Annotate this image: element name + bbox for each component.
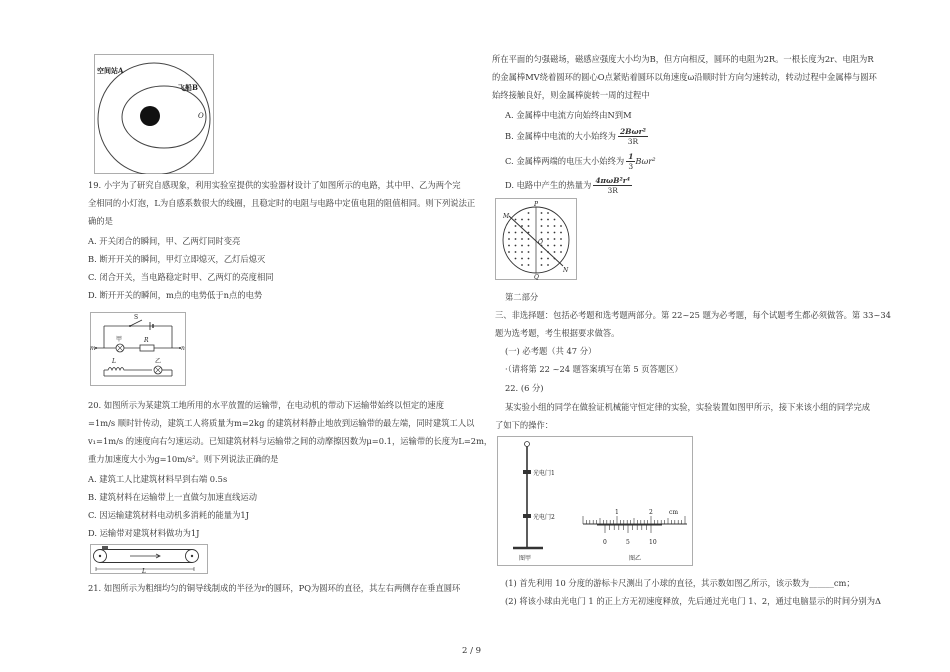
label-o: O bbox=[198, 112, 204, 120]
q21-option-a: A. 金属棒中电流方向始终由N到M bbox=[505, 110, 632, 120]
q21-option-d-denominator: 3R bbox=[607, 186, 618, 195]
field-dot bbox=[547, 232, 549, 234]
part2-required: (一) 必考题（共 47 分） bbox=[505, 346, 597, 356]
field-dot bbox=[528, 251, 530, 253]
q20-option-a: A. 建筑工人比建筑材料早到右端 0.5s bbox=[88, 474, 228, 484]
q21-option-b-text: B. 金属棒中电流的大小始终为 bbox=[505, 131, 616, 141]
q21-option-b-numerator: 2Bωr² bbox=[619, 127, 646, 136]
q21-option-d-numerator: 4πωB²r⁴ bbox=[595, 176, 631, 185]
field-dot bbox=[541, 225, 543, 227]
main-scale-unit: cm bbox=[669, 509, 679, 516]
q21-stem-2: 所在平面的匀强磁场，磁感应强度大小均为B，但方向相反，圆环的电阻为2R。一根长度为2r、电阻为R bbox=[492, 54, 874, 64]
field-dot bbox=[560, 225, 562, 227]
field-dot bbox=[528, 219, 530, 221]
field-dot bbox=[541, 232, 543, 234]
q21-option-d bbox=[505, 176, 632, 195]
belt-length-label: L bbox=[142, 568, 146, 574]
field-dot bbox=[515, 225, 517, 227]
part2-title: 第二部分 bbox=[505, 292, 539, 302]
field-dot bbox=[515, 232, 517, 234]
field-dot bbox=[560, 245, 562, 247]
q19-stem-3: 确的是 bbox=[88, 216, 113, 226]
field-dot bbox=[560, 238, 562, 240]
orbit-figure bbox=[94, 54, 214, 174]
field-dot bbox=[554, 219, 556, 221]
q21-option-c-text: C. 金属棒两端的电压大小始终为 bbox=[505, 156, 625, 166]
field-dot bbox=[508, 238, 510, 240]
ring-label-n: N bbox=[563, 267, 569, 274]
field-dot bbox=[508, 245, 510, 247]
coil-label: L bbox=[112, 358, 116, 365]
field-dot bbox=[560, 251, 562, 253]
field-dot bbox=[515, 238, 517, 240]
field-dot bbox=[554, 251, 556, 253]
field-dot bbox=[541, 264, 543, 266]
q19-stem-2: 全相同的小灯泡，L为自感系数很大的线圈，且稳定时的电阻与电路中定值电阻的阻值相同。则下列说法正 bbox=[88, 198, 476, 208]
field-dot bbox=[521, 251, 523, 253]
ring-label-m: M bbox=[503, 213, 510, 220]
field-dot bbox=[508, 251, 510, 253]
field-dot bbox=[528, 238, 530, 240]
q21-option-d-fraction bbox=[593, 176, 632, 195]
field-dot bbox=[521, 258, 523, 260]
q22-stem-2: 了如下的操作： bbox=[495, 420, 554, 430]
q19-option-a: A. 开关闭合的瞬间，甲、乙两灯同时变亮 bbox=[88, 236, 241, 246]
q22-sub-1: (1) 首先利用 10 分度的游标卡尺测出了小球的直径，其示数如图乙所示，该示数为______cm； bbox=[505, 578, 855, 588]
q21-option-c bbox=[505, 152, 656, 171]
label-b: 飞船B bbox=[178, 83, 198, 92]
q22-stem-1: 某实验小组的同学在做验证机械能守恒定律的实验，实验装置如图甲所示，接下来该小组的同学完成 bbox=[505, 402, 871, 412]
ring-label-o: O bbox=[538, 239, 543, 246]
ring-label-p: P bbox=[534, 201, 539, 208]
lamp-jia-label: 甲 bbox=[116, 336, 123, 343]
part2-desc-1: 三、非选择题：包括必考题和选考题两部分。第 22~25 题为必考题，每个试题考生都必须做答。第 33~34 bbox=[495, 310, 891, 320]
field-dot bbox=[541, 258, 543, 260]
field-dot bbox=[554, 225, 556, 227]
field-dot bbox=[541, 251, 543, 253]
field-dot bbox=[541, 219, 543, 221]
q21-option-b-fraction bbox=[618, 127, 648, 146]
q19-option-b: B. 断开开关的瞬间，甲灯立即熄灭，乙灯后熄灭 bbox=[88, 254, 266, 264]
resistor-label: R bbox=[144, 337, 149, 344]
field-dot bbox=[554, 232, 556, 234]
q22-title: 22. (6 分) bbox=[505, 383, 544, 393]
field-dot bbox=[508, 232, 510, 234]
q20-option-d: D. 运输带对建筑材料做功为1J bbox=[88, 528, 200, 538]
field-dot bbox=[541, 212, 543, 214]
field-dot bbox=[515, 245, 517, 247]
q21-option-b-denominator: 3R bbox=[627, 137, 639, 146]
ring-field-figure bbox=[495, 198, 577, 280]
field-dot bbox=[528, 245, 530, 247]
gate2-label: 光电门2 bbox=[533, 514, 555, 521]
field-dot bbox=[547, 245, 549, 247]
field-dot bbox=[547, 264, 549, 266]
q20-stem-4: 重力加速度大小为g=10m/s²。则下列说法正确的是 bbox=[88, 454, 279, 464]
field-dot bbox=[528, 258, 530, 260]
q21-option-d-text: D. 电路中产生的热量为 bbox=[505, 180, 592, 190]
lamp-yi-label: 乙 bbox=[155, 358, 162, 365]
node-n-label: n bbox=[181, 345, 185, 352]
field-dot bbox=[528, 225, 530, 227]
field-dot bbox=[560, 232, 562, 234]
q20-stem-1: 20. 如图所示为某建筑工地所用的水平放置的运输带，在电动机的带动下运输带始终以恒定的速度 bbox=[88, 400, 445, 410]
earth bbox=[140, 106, 160, 126]
fig-yi-caption: 图乙 bbox=[629, 555, 642, 562]
field-dot bbox=[521, 264, 523, 266]
field-dot bbox=[521, 219, 523, 221]
q22-sub-2: (2) 将该小球由光电门 1 的正上方无初速度释放，先后通过光电门 1、2，通过电脑显示的时间分别为Δ bbox=[505, 596, 882, 606]
field-dot bbox=[515, 251, 517, 253]
field-dot bbox=[528, 212, 530, 214]
q21-stem-1: 21. 如图所示为粗细均匀的铜导线制成的半径为r的圆环，PQ为圆环的直径，其左右两侧存在垂直圆环 bbox=[88, 583, 461, 593]
q19-option-d: D. 断开开关的瞬间，m点的电势低于n点的电势 bbox=[88, 290, 263, 300]
node-m-label: m bbox=[90, 345, 96, 352]
page-number: 2 / 9 bbox=[462, 646, 482, 656]
field-dot bbox=[521, 238, 523, 240]
part2-note: ·（请将第 22 ~24 题答案填写在第 5 页答题区） bbox=[505, 364, 683, 374]
field-dot bbox=[547, 219, 549, 221]
fig-jia-caption: 图甲 bbox=[519, 555, 532, 562]
label-a: 空间站A bbox=[97, 66, 124, 75]
vernier-10: 10 bbox=[649, 539, 657, 546]
vernier-0: 0 bbox=[603, 539, 607, 546]
main-scale-2: 2 bbox=[649, 509, 653, 516]
field-dot bbox=[521, 225, 523, 227]
field-dot bbox=[547, 238, 549, 240]
q21-option-c-numerator: 1 bbox=[628, 152, 634, 161]
q21-stem-4: 始终接触良好，则金属棒旋转一周的过程中 bbox=[492, 90, 650, 100]
ring-label-q: Q bbox=[534, 274, 539, 280]
field-dot bbox=[521, 245, 523, 247]
q21-option-c-suffix: Bωr² bbox=[635, 156, 656, 166]
q19-stem-1: 19. 小宇为了研究自感现象，利用实验室提供的实验器材设计了如图所示的电路，其中甲、乙为两个完 bbox=[88, 180, 461, 190]
gate1-label: 光电门1 bbox=[533, 470, 555, 477]
field-dot bbox=[515, 258, 517, 260]
field-dot bbox=[547, 258, 549, 260]
part2-desc-2: 题为选考题，考生根据要求做答。 bbox=[495, 328, 620, 338]
switch-label: S bbox=[134, 314, 139, 321]
belt-figure bbox=[90, 544, 208, 574]
field-dot bbox=[547, 225, 549, 227]
q20-option-b: B. 建筑材料在运输带上一直做匀加速直线运动 bbox=[88, 492, 258, 502]
field-dot bbox=[515, 219, 517, 221]
q19-option-c: C. 闭合开关，当电路稳定时甲、乙两灯的亮度相同 bbox=[88, 272, 274, 282]
q20-stem-2: =1m/s 顺时针传动，建筑工人将质量为m=2kg 的建筑材料静止地放到运输带的最左端，同时建筑工人以 bbox=[88, 418, 475, 428]
q20-option-c: C. 因运输建筑材料电动机多消耗的能量为1J bbox=[88, 510, 249, 520]
field-dot bbox=[521, 232, 523, 234]
q21-stem-3: 的金属棒MV绕着圆环的圆心O点紧贴着圆环以角速度ω沿顺时针方向匀速转动，转动过程中金属棒与圆环 bbox=[492, 72, 877, 82]
field-dot bbox=[554, 238, 556, 240]
q21-option-c-denominator: 3 bbox=[628, 162, 634, 171]
main-scale-1: 1 bbox=[615, 509, 619, 516]
circuit-figure bbox=[90, 312, 186, 386]
field-dot bbox=[528, 264, 530, 266]
field-dot bbox=[547, 212, 549, 214]
q21-option-b bbox=[505, 127, 648, 146]
vernier-5: 5 bbox=[626, 539, 630, 546]
field-dot bbox=[554, 245, 556, 247]
experiment-figure bbox=[497, 436, 693, 566]
q20-stem-3: v₁=1m/s 的速度向右匀速运动。已知建筑材料与运输带之间的动摩擦因数为μ=0.1，运输带的长度为L=2m， bbox=[88, 436, 493, 446]
